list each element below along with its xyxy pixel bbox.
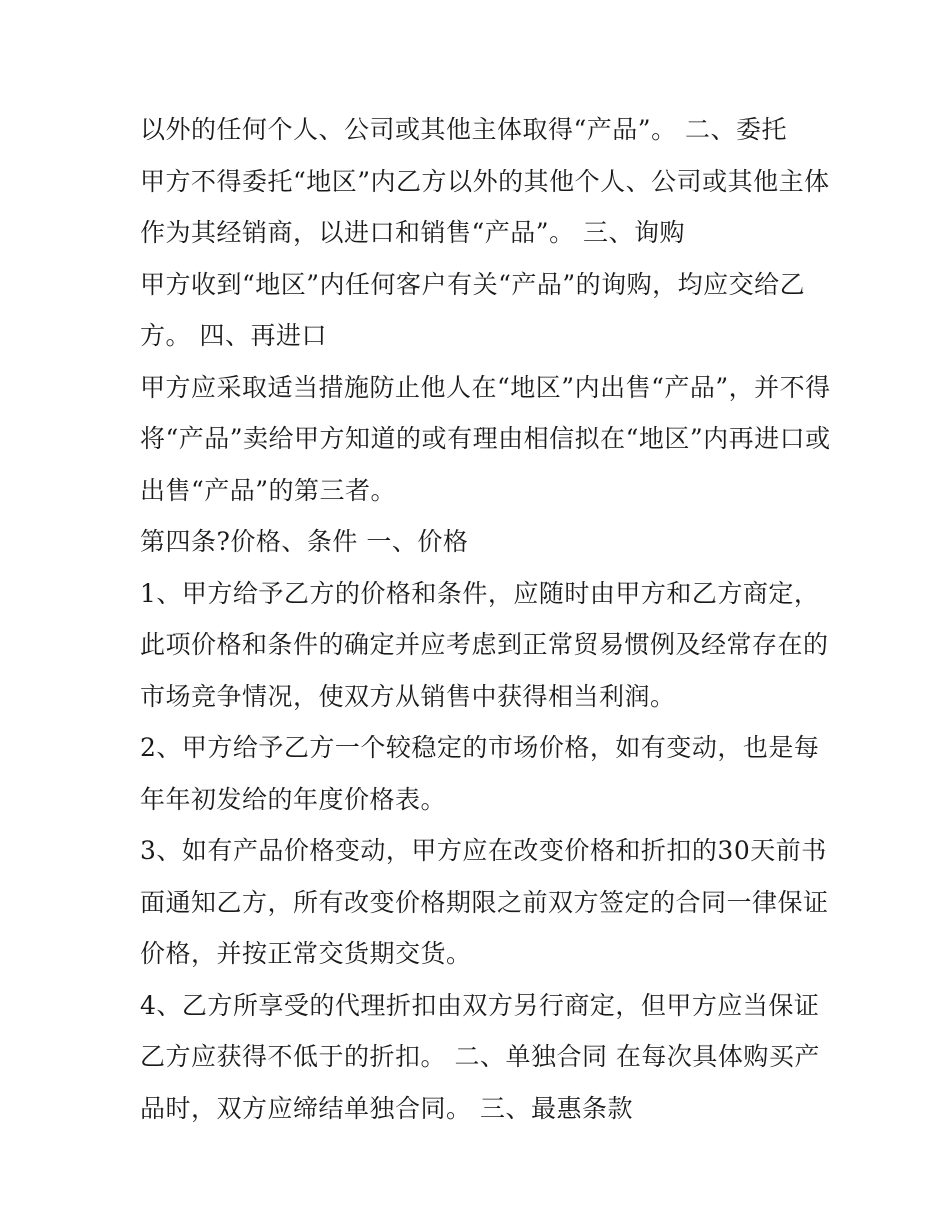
text-line: 1、甲方给予乙方的价格和条件，应随时由甲方和乙方商定，	[140, 578, 820, 608]
text-line: 年年初发给的年度价格表。	[140, 784, 447, 814]
text-line: 出售“产品”的第三者。	[140, 475, 397, 505]
text-line: 作为其经销商，以进口和销售“产品”。 三、询购	[140, 218, 686, 247]
text-line: 品时，双方应缔结单独合同。 三、最惠条款	[140, 1093, 633, 1123]
text-line: 甲方收到“地区”内任何客户有关“产品”的询购，均应交给乙	[140, 269, 806, 299]
section-heading: 第四条?价格、条件 一、价格	[140, 527, 469, 556]
text-line: 方。 四、再进口	[140, 321, 327, 350]
text-line: 甲方不得委托“地区”内乙方以外的其他个人、公司或其他主体	[140, 166, 830, 196]
text-line: 3、如有产品价格变动，甲方应在改变价格和折扣的30天前书	[140, 836, 827, 865]
text-line: 将“产品”卖给甲方知道的或有理由相信拟在“地区”内再进口或	[140, 424, 831, 453]
text-line: 2、甲方给予乙方一个较稳定的市场价格，如有变动，也是每	[140, 733, 820, 762]
text-line: 市场竞争情况，使双方从销售中获得相当利润。	[140, 681, 676, 711]
text-line: 以外的任何个人、公司或其他主体取得“产品”。 二、委托	[140, 115, 788, 144]
text-line: 甲方应采取适当措施防止他人在“地区”内出售“产品”，并不得	[140, 372, 831, 402]
text-line: 价格，并按正常交货期交货。	[140, 939, 472, 968]
text-line: 4、乙方所享受的代理折扣由双方另行商定，但甲方应当保证	[140, 990, 820, 1020]
text-line: 此项价格和条件的确定并应考虑到正常贸易惯例及经常存在的	[140, 630, 829, 659]
text-line: 乙方应获得不低于的折扣。 二、单独合同 在每次具体购买产	[140, 1042, 820, 1071]
document-body	[140, 104, 830, 1134]
text-line: 面通知乙方，所有改变价格期限之前双方签定的合同一律保证	[140, 887, 829, 917]
